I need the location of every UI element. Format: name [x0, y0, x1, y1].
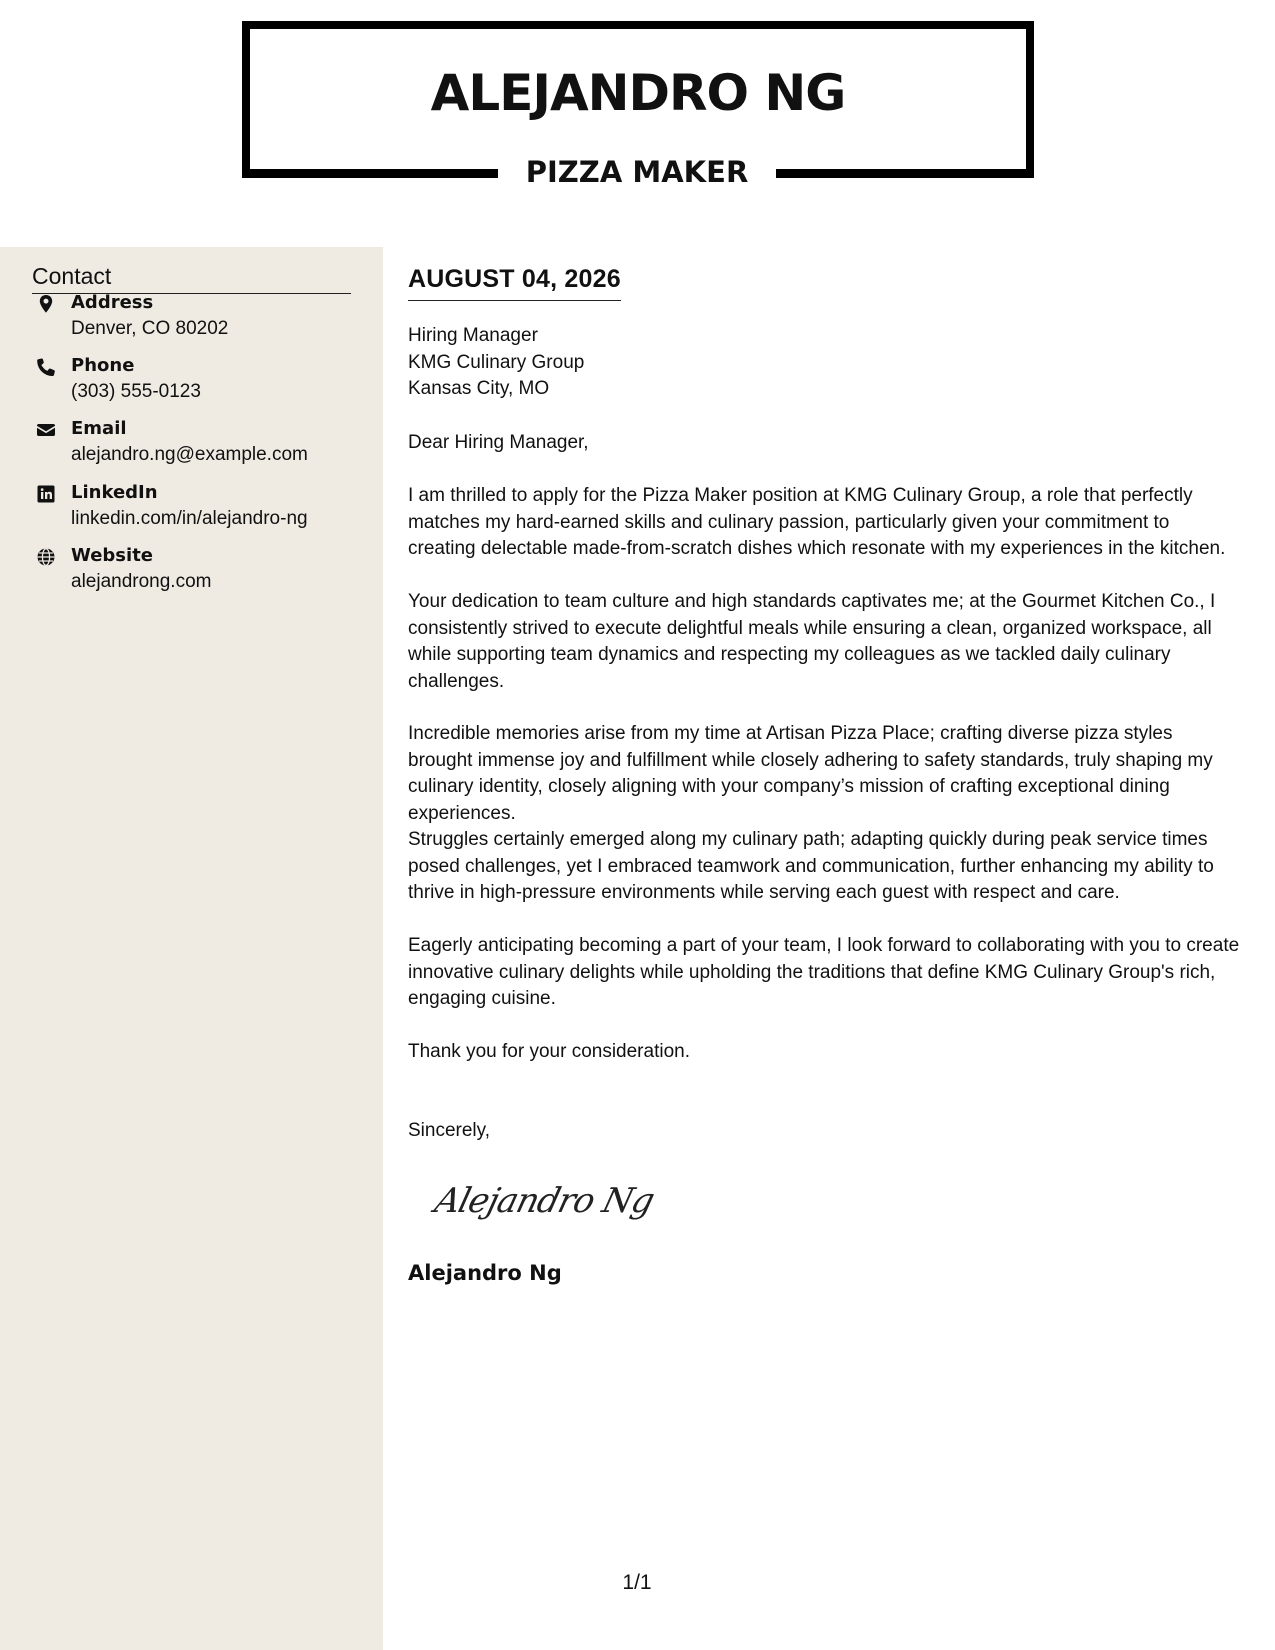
recipient-line: Kansas City, MO: [408, 378, 550, 399]
linkedin-icon: [36, 484, 56, 504]
contact-item-email: [32, 416, 372, 472]
contact-label: Email: [71, 418, 127, 439]
contact-label: Website: [71, 545, 154, 566]
contact-label: LinkedIn: [71, 482, 158, 503]
header-frame-bottom-left: [242, 169, 498, 178]
contact-value: alejandro.ng@example.com: [71, 444, 308, 465]
envelope-icon: [36, 420, 56, 440]
contact-value: linkedin.com/in/alejandro-ng: [71, 508, 308, 529]
contact-sidebar: [0, 247, 383, 1650]
body-paragraph: Your dedication to team culture and high standards captivates me; at the Gourmet Kitchen Co., I consistently strived to execute delightful meals while ensuring a clean, organized workspace, all while supporting team dynamics and respecting my colleagues as we tackled daily culinary challenges.: [408, 591, 1216, 692]
contact-label: Address: [71, 292, 154, 313]
closing-line: Thank you for your consideration.: [408, 1041, 690, 1062]
recipient-line: KMG Culinary Group: [408, 351, 585, 373]
greeting: Dear Hiring Manager,: [408, 432, 589, 453]
contact-item-linkedin: [32, 480, 372, 536]
phone-icon: [36, 357, 56, 377]
contact-value: alejandrong.com: [71, 571, 212, 592]
body-paragraph: Struggles certainly emerged along my culinary path; adapting quickly during peak service times posed challenges, yet I embraced teamwork and communication, further enhancing my ability to thrive in high-pressure environments while serving each guest with respect and care.: [408, 829, 1214, 903]
page-number: 1/1: [622, 1571, 652, 1594]
contact-item-address: [32, 290, 372, 346]
globe-icon: [36, 547, 56, 567]
body-paragraph: Eagerly anticipating becoming a part of your team, I look forward to collaborating with you to create innovative culinary delights while upholding the traditions that define KMG Culinary Group's rich, engaging cuisine.: [408, 935, 1240, 1009]
contact-item-website: [32, 543, 372, 599]
header-frame-bottom-right: [776, 169, 1034, 178]
sign-off: Sincerely,: [408, 1120, 491, 1141]
contact-value: (303) 555-0123: [71, 381, 201, 402]
job-title: PIZZA MAKER: [525, 155, 749, 189]
signer-name: Alejandro Ng: [408, 1261, 562, 1285]
body-paragraph: Incredible memories arise from my time at Artisan Pizza Place; crafting diverse pizza styles brought immense joy and fulfillment while closely adhering to safety standards, truly shaping my culinary identity, closely aligning with your company’s mission of crafting exceptional dining experiences.: [408, 723, 1213, 824]
contact-heading: Contact: [32, 261, 351, 294]
contact-label: Phone: [71, 355, 135, 376]
recipient-line: Hiring Manager: [408, 325, 538, 346]
contact-value: Denver, CO 80202: [71, 318, 229, 339]
applicant-name: ALEJANDRO NG: [430, 64, 846, 122]
body-paragraph: I am thrilled to apply for the Pizza Maker position at KMG Culinary Group, a role that perfectly matches my hard-earned skills and culinary passion, particularly given your commitment to creating delectable made-from-scratch dishes which resonate with my experiences in the kitchen.: [408, 485, 1226, 559]
contact-item-phone: [32, 353, 372, 409]
letter-body: [408, 262, 1242, 1285]
recipient-block: [408, 323, 584, 403]
handwritten-signature: Alejandro Ng: [430, 1181, 658, 1221]
letter-date: AUGUST 04, 2026: [408, 262, 621, 301]
map-pin-icon: [36, 294, 56, 314]
